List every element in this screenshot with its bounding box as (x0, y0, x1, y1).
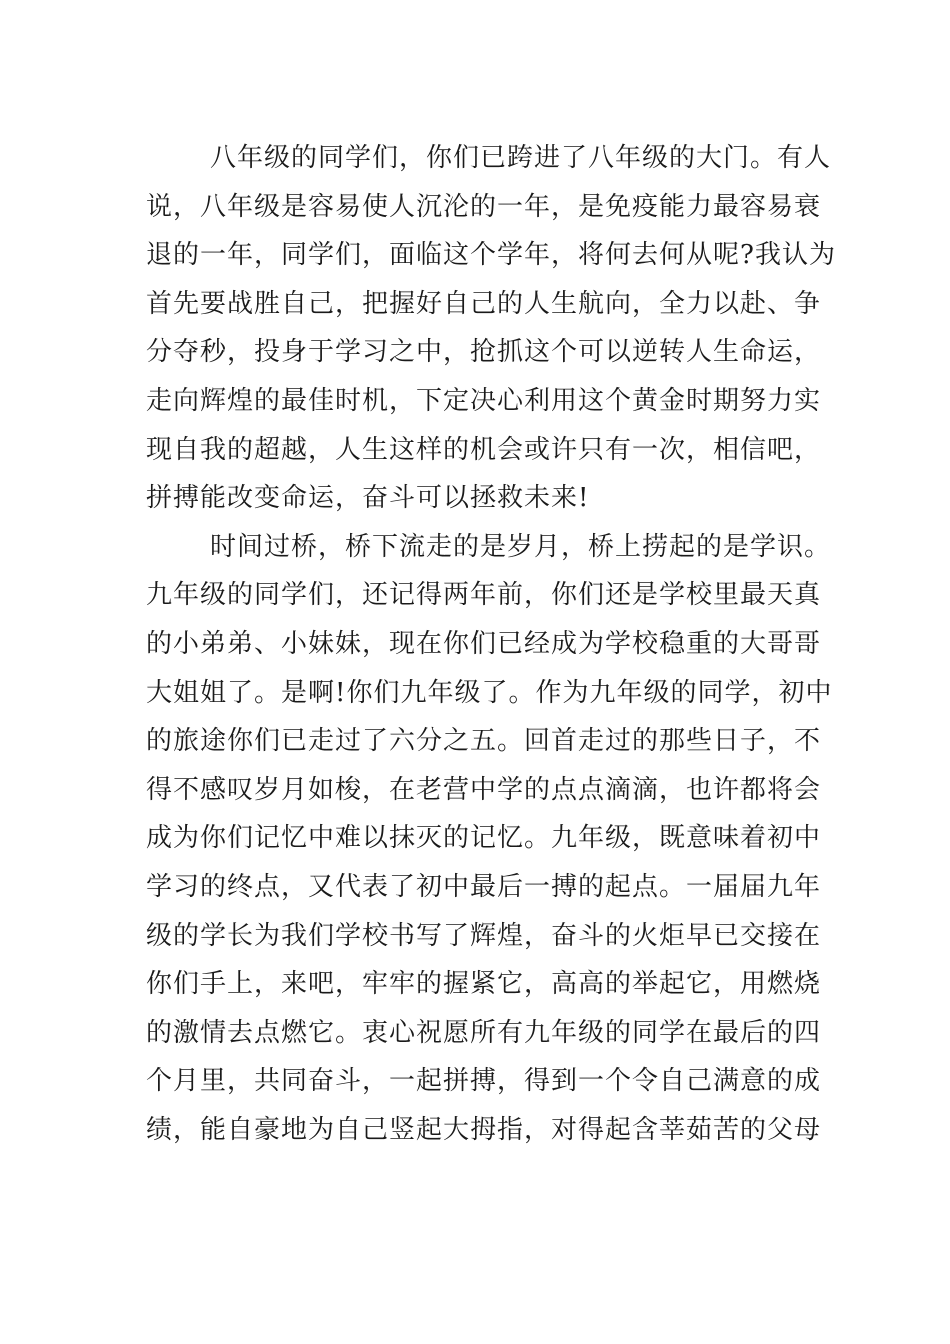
text-line: 首先要战胜自己，把握好自己的人生航向，全力以赴、争 (146, 288, 822, 319)
text-line: 大姐姐了。是啊!你们九年级了。作为九年级的同学，初中 (146, 677, 833, 708)
text-line: 得不感叹岁月如梭，在老营中学的点点滴滴，也许都将会 (146, 774, 822, 805)
text-line: 级的学长为我们学校书写了辉煌，奋斗的火炬早已交接在 (146, 920, 822, 951)
text-line: 现自我的超越，人生这样的机会或许只有一次，相信吧， (146, 434, 822, 465)
text-line: 成为你们记忆中难以抹灭的记忆。九年级，既意味着初中 (146, 823, 822, 854)
paragraph-1 (146, 134, 836, 523)
text-line: 退的一年，同学们，面临这个学年，将何去何从呢?我认为 (146, 240, 836, 271)
text-line: 九年级的同学们，还记得两年前，你们还是学校里最天真 (146, 580, 822, 611)
text-line: 八年级的同学们，你们已跨进了八年级的大门。有人 (210, 143, 832, 173)
text-line: 说，八年级是容易使人沉沦的一年，是免疫能力最容易衰 (146, 191, 822, 222)
text-line: 你们手上，来吧，牢牢的握紧它，高高的举起它，用燃烧 (146, 969, 822, 1000)
text-line: 学习的终点，又代表了初中最后一搏的起点。一届届九年 (146, 871, 822, 902)
text-line: 个月里，共同奋斗，一起拼搏，得到一个令自己满意的成 (146, 1066, 822, 1097)
document-body (146, 134, 836, 1154)
text-line: 分夺秒，投身于学习之中，抢抓这个可以逆转人生命运， (146, 337, 822, 368)
text-line: 拼搏能改变命运，奋斗可以拯救未来! (146, 483, 590, 514)
text-line: 的旅途你们已走过了六分之五。回首走过的那些日子，不 (146, 726, 822, 757)
paragraph-2 (146, 523, 833, 1155)
text-line: 绩，能自豪地为自己竖起大拇指，对得起含莘茹苦的父母 (146, 1114, 822, 1145)
text-line: 的小弟弟、小妹妹，现在你们已经成为学校稳重的大哥哥 (146, 628, 822, 659)
text-line: 的激情去点燃它。衷心祝愿所有九年级的同学在最后的四 (146, 1017, 822, 1048)
text-line: 时间过桥，桥下流走的是岁月，桥上捞起的是学识。 (210, 531, 832, 562)
text-line: 走向辉煌的最佳时机，下定决心利用这个黄金时期努力实 (146, 385, 822, 416)
